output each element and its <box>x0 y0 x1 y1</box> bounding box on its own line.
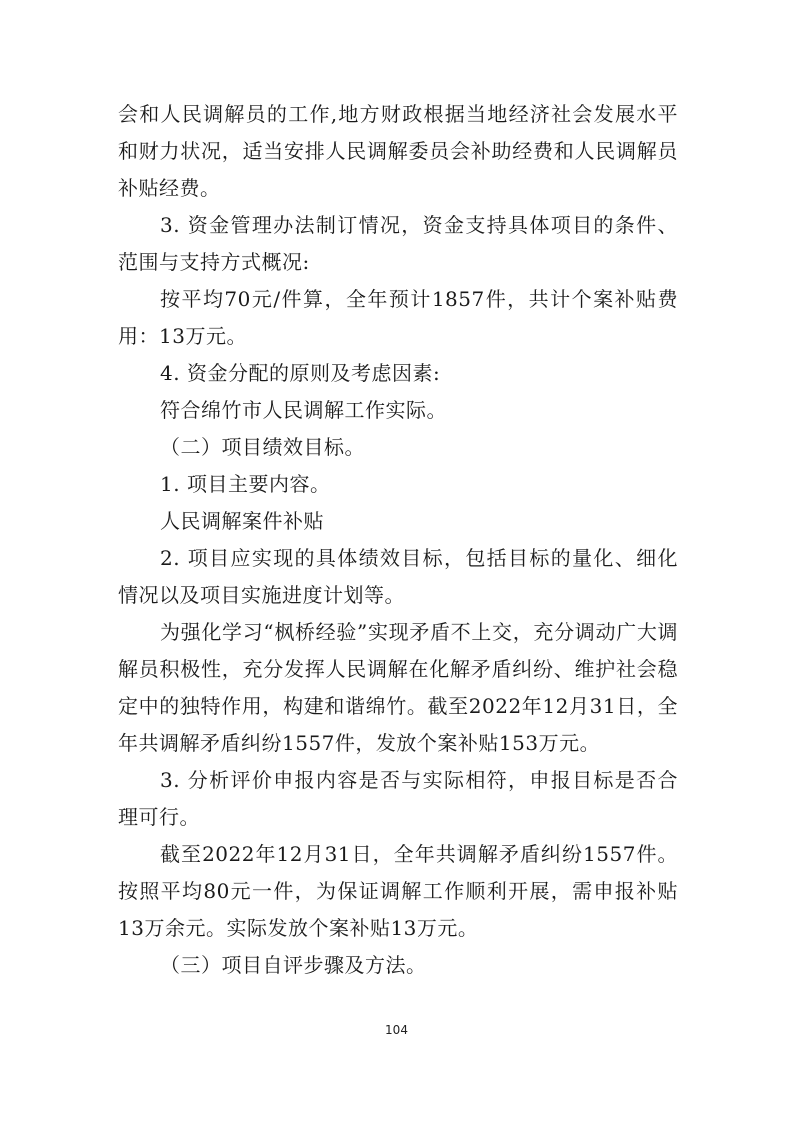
page-body <box>118 96 678 984</box>
paragraph-fund-management-heading: 3. 资金管理办法制订情况，资金支持具体项目的条件、范围与支持方式概况: <box>118 213 678 274</box>
page-number: 104 <box>385 1023 408 1037</box>
section-heading-self-evaluation: （三）项目自评步骤及方法。 <box>160 953 427 977</box>
paragraph-specific-goals-heading: 2. 项目应实现的具体绩效目标，包括目标的量化、细化情况以及项目实施进度计划等。 <box>118 546 678 607</box>
paragraph-allocation-principle-heading: 4. 资金分配的原则及考虑因素: <box>160 361 441 385</box>
paragraph-main-content-heading: 1. 项目主要内容。 <box>160 472 331 496</box>
paragraph-analysis-heading: 3. 分析评价申报内容是否与实际相符，申报目标是否合理可行。 <box>118 768 678 829</box>
paragraph-analysis: 截至2022年12月31日，全年共调解矛盾纠纷1557件。按照平均80元一件，为保证调解工作顺利开展，需申报补贴13万余元。实际发放个案补贴13万元。 <box>118 842 678 940</box>
paragraph-subsidy-calculation: 按平均70元/件算，全年预计1857件，共计个案补贴费用：13万元。 <box>118 287 678 348</box>
paragraph-funding-arrangement: 会和人民调解员的工作,地方财政根据当地经济社会发展水平和财力状况，适当安排人民调解委员会补助经费和人民调解员补贴经费。 <box>118 102 678 200</box>
paragraph-main-content: 人民调解案件补贴 <box>160 509 324 533</box>
paragraph-specific-goals: 为强化学习“枫桥经验”实现矛盾不上交，充分调动广大调解员积极性，充分发挥人民调解在化解矛盾纠纷、维护社会稳定中的独特作用，构建和谐绵竹。截至2022年12月31日，全年共调解矛盾纠纷1557件，发放个案补贴153万元。 <box>118 620 678 755</box>
paragraph-allocation-principle: 符合绵竹市人民调解工作实际。 <box>160 398 447 422</box>
section-heading-performance-goals: （二）项目绩效目标。 <box>160 435 365 459</box>
